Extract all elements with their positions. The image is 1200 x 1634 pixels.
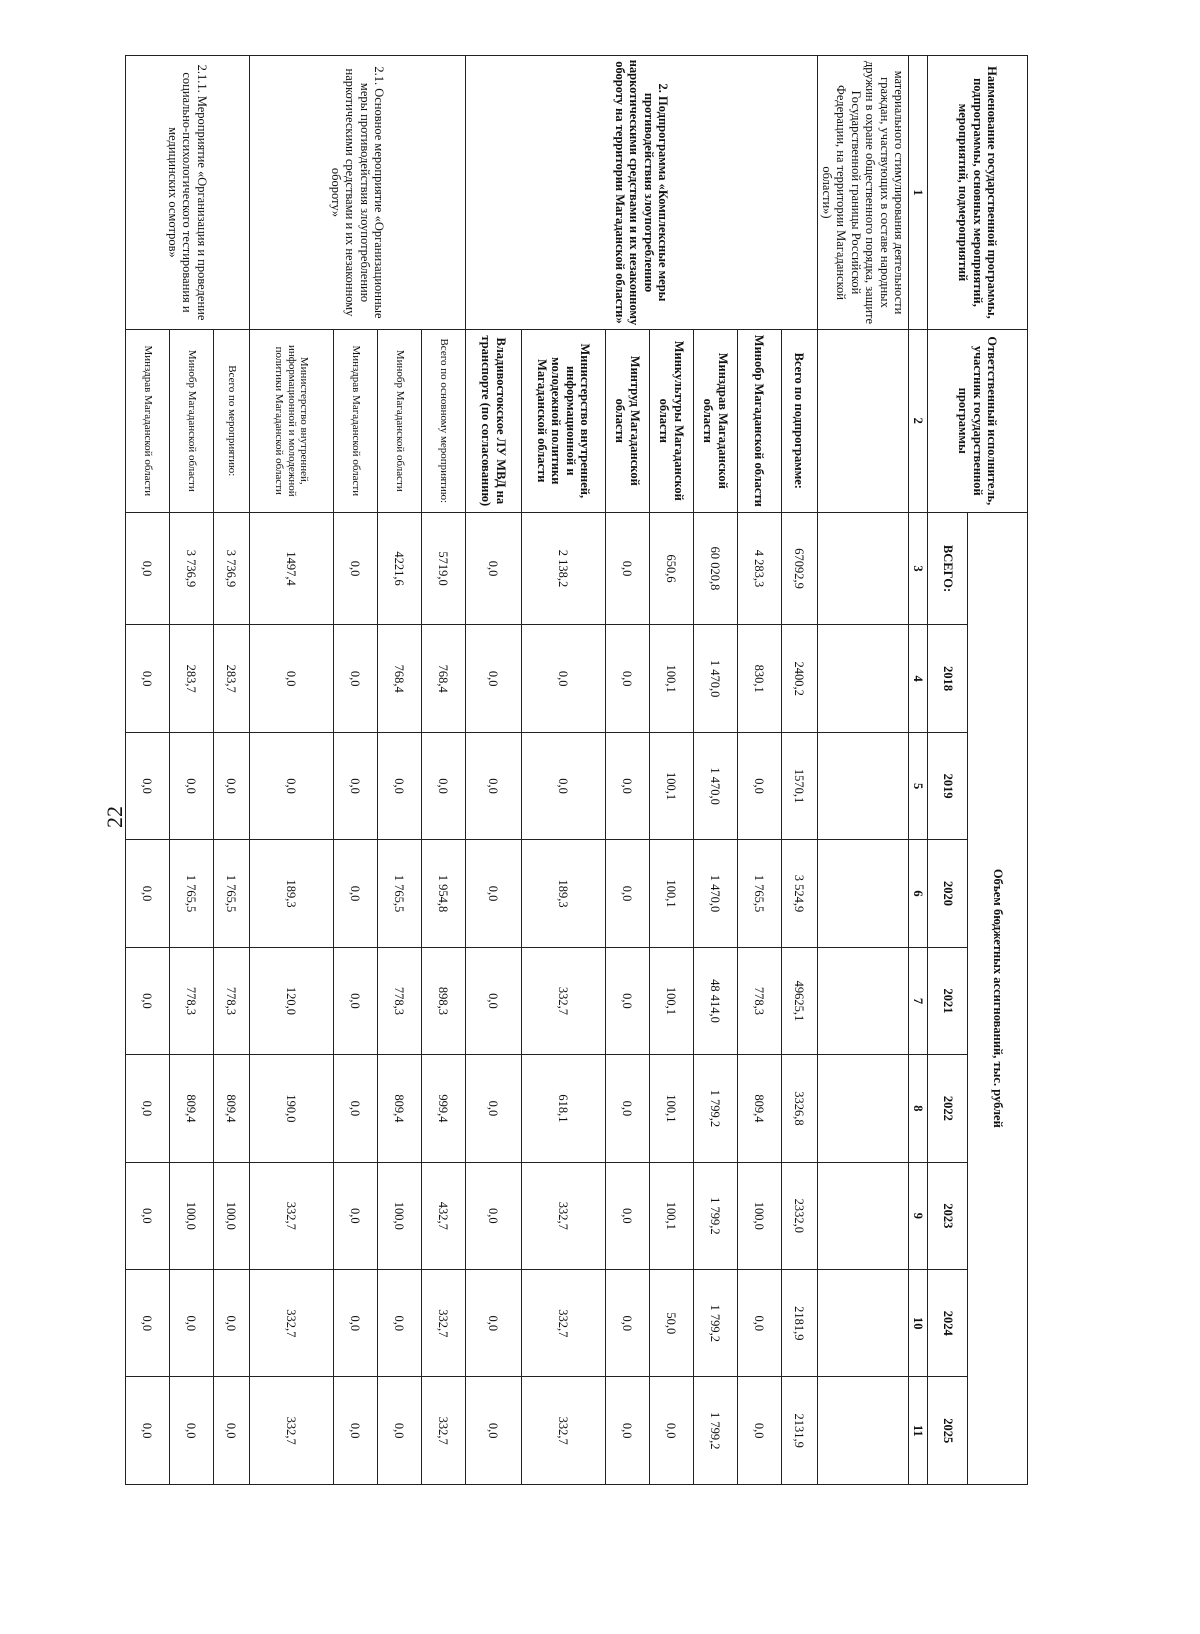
- value-cell: 778,3: [169, 947, 213, 1054]
- value-cell: 830,1: [737, 625, 781, 732]
- value-cell: 0,0: [605, 947, 649, 1054]
- header-name: Наименование государственной программы, подпрограммы, основных мероприятий, мероприятий, подмероприятий: [928, 56, 1028, 330]
- value-cell: 778,3: [737, 947, 781, 1054]
- header-year: 2019: [928, 732, 968, 839]
- value-cell: 100,1: [649, 625, 693, 732]
- header-executor: Ответственный исполнитель, участник государственной программы: [928, 329, 1028, 512]
- table-row: [213, 56, 249, 1485]
- value-cell: 0,0: [333, 1162, 377, 1269]
- value-cell: 0,0: [605, 625, 649, 732]
- value-cell: 0,0: [605, 1055, 649, 1162]
- value-cell: 768,4: [421, 625, 465, 732]
- value-cell: 0,0: [125, 625, 169, 732]
- value-cell: 1 765,5: [377, 840, 421, 947]
- value-cell: 809,4: [169, 1055, 213, 1162]
- value-cell: 0,0: [125, 732, 169, 839]
- value-cell: 332,7: [521, 947, 605, 1054]
- value-cell: 0,0: [605, 512, 649, 625]
- column-number: 2: [909, 329, 928, 512]
- header-year: 2025: [928, 1377, 968, 1485]
- executor-cell: Всего по основному мероприятию:: [421, 329, 465, 512]
- value-cell: 332,7: [249, 1270, 333, 1377]
- value-cell: 48 414,0: [693, 947, 737, 1054]
- table-row: [421, 56, 465, 1485]
- value-cell: 0,0: [465, 1377, 521, 1485]
- value-cell: 0,0: [605, 1270, 649, 1377]
- value-cell: 898,3: [421, 947, 465, 1054]
- column-number: 8: [909, 1055, 928, 1162]
- value-cell: 4221,6: [377, 512, 421, 625]
- value-cell: 2131,9: [781, 1377, 817, 1485]
- value-cell: 432,7: [421, 1162, 465, 1269]
- value-cell: 0,0: [213, 732, 249, 839]
- table-row: [781, 56, 817, 1485]
- value-cell: 283,7: [213, 625, 249, 732]
- value-cell: 0,0: [465, 1270, 521, 1377]
- group-name: 2.1.1. Мероприятие «Организация и проведение социально-психологического тестирования и медицинских осмотров»: [125, 56, 249, 330]
- value-cell: 0,0: [521, 732, 605, 839]
- executor-cell: Минтруд Магаданской области: [605, 329, 649, 512]
- value-cell: 1 765,5: [213, 840, 249, 947]
- value-cell: 100,0: [213, 1162, 249, 1269]
- value-cell: 809,4: [213, 1055, 249, 1162]
- value-cell: 332,7: [521, 1377, 605, 1485]
- value-cell: 0,0: [605, 1377, 649, 1485]
- budget-table: [125, 55, 1028, 1485]
- executor-cell: Министерство внутренней, информационной и молодежной политики Магаданской области: [249, 329, 333, 512]
- column-numbers-row: [909, 56, 928, 1485]
- value-cell: 0,0: [125, 1377, 169, 1485]
- value-cell: 2181,9: [781, 1270, 817, 1377]
- value-cell: 0,0: [249, 732, 333, 839]
- value-cell: 809,4: [377, 1055, 421, 1162]
- value-cell: 0,0: [737, 732, 781, 839]
- value-cell: 1 765,5: [737, 840, 781, 947]
- value-cell: 1 470,0: [693, 625, 737, 732]
- table-header: [909, 56, 1028, 1485]
- value-cell: 0,0: [377, 732, 421, 839]
- value-cell: 0,0: [169, 732, 213, 839]
- group-name: 2. Подпрограмма «Комплексные меры противодействия злоупотреблению наркотическими средствами и их незаконному обороту на территории Магаданской области»: [465, 56, 817, 330]
- value-cell: 0,0: [249, 625, 333, 732]
- value-cell: 650,6: [649, 512, 693, 625]
- value-cell: 0,0: [465, 512, 521, 625]
- value-cell: 60 020,8: [693, 512, 737, 625]
- header-year: 2020: [928, 840, 968, 947]
- value-cell: 0,0: [605, 732, 649, 839]
- value-cell: 0,0: [377, 1270, 421, 1377]
- value-cell: 0,0: [125, 512, 169, 625]
- executor-cell: Минкультуры Магаданской области: [649, 329, 693, 512]
- value-cell: 0,0: [333, 947, 377, 1054]
- executor-cell: Минобр Магаданской области: [377, 329, 421, 512]
- value-cell: 0,0: [465, 947, 521, 1054]
- value-cell: 0,0: [125, 840, 169, 947]
- value-cell: 120,0: [249, 947, 333, 1054]
- value-cell: 3 736,9: [169, 512, 213, 625]
- value-cell: 2400,2: [781, 625, 817, 732]
- value-cell: 0,0: [333, 1270, 377, 1377]
- header-total: ВСЕГО:: [928, 512, 968, 625]
- value-cell: 1 799,2: [693, 1162, 737, 1269]
- header-year: 2022: [928, 1055, 968, 1162]
- value-cell: 67092,9: [781, 512, 817, 625]
- value-cell: 0,0: [333, 840, 377, 947]
- value-cell: 5719,0: [421, 512, 465, 625]
- value-cell: 0,0: [125, 1270, 169, 1377]
- value-cell: 1 954,8: [421, 840, 465, 947]
- value-cell: 100,0: [737, 1162, 781, 1269]
- value-cell: 999,4: [421, 1055, 465, 1162]
- value-cell: 332,7: [249, 1377, 333, 1485]
- value-cell: 0,0: [465, 840, 521, 947]
- value-cell: 0,0: [465, 1162, 521, 1269]
- value-cell: 0,0: [333, 512, 377, 625]
- group-name: 2.1. Основное мероприятие «Организационные меры противодействия злоупотреблению наркотическими средствами и их незаконному обороту»: [249, 56, 465, 330]
- value-cell: 0,0: [125, 947, 169, 1054]
- value-cell: 189,3: [521, 840, 605, 947]
- value-cell: 809,4: [737, 1055, 781, 1162]
- value-cell: 332,7: [421, 1377, 465, 1485]
- value-cell: 0,0: [649, 1377, 693, 1485]
- column-number: 3: [909, 512, 928, 625]
- value-cell: 100,1: [649, 947, 693, 1054]
- value-cell: 190,0: [249, 1055, 333, 1162]
- value-cell: 768,4: [377, 625, 421, 732]
- column-number: 6: [909, 840, 928, 947]
- column-number: 5: [909, 732, 928, 839]
- value-cell: 0,0: [377, 1377, 421, 1485]
- column-number: 7: [909, 947, 928, 1054]
- value-cell: 332,7: [521, 1162, 605, 1269]
- value-cell: 100,0: [377, 1162, 421, 1269]
- column-number: 4: [909, 625, 928, 732]
- value-cell: 1570,1: [781, 732, 817, 839]
- value-cell: 0,0: [737, 1377, 781, 1485]
- header-year: 2018: [928, 625, 968, 732]
- executor-cell: Министерство внутренней, информационной и молодежной политики Магаданской области: [521, 329, 605, 512]
- executor-cell: Минобр Магаданской области: [737, 329, 781, 512]
- column-number: 11: [909, 1377, 928, 1485]
- value-cell: 0,0: [213, 1377, 249, 1485]
- value-cell: 100,1: [649, 1162, 693, 1269]
- continuation-name: материального стимулирования деятельности граждан, участвующих в составе народных дружин в охране общественного порядка, защите Государственной границы Российской Федерации, на территории Магаданской области»): [817, 56, 908, 330]
- value-cell: 1497,4: [249, 512, 333, 625]
- value-cell: 0,0: [169, 1377, 213, 1485]
- value-cell: 100,0: [169, 1162, 213, 1269]
- value-cell: 100,1: [649, 732, 693, 839]
- value-cell: 0,0: [737, 1270, 781, 1377]
- value-cell: 0,0: [333, 1377, 377, 1485]
- value-cell: 283,7: [169, 625, 213, 732]
- value-cell: 0,0: [125, 1162, 169, 1269]
- value-cell: 4 283,3: [737, 512, 781, 625]
- value-cell: 0,0: [333, 625, 377, 732]
- executor-cell: Минздрав Магаданской области: [693, 329, 737, 512]
- value-cell: 0,0: [465, 732, 521, 839]
- value-cell: 778,3: [377, 947, 421, 1054]
- executor-cell: Всего по подпрограмме:: [781, 329, 817, 512]
- header-year: 2024: [928, 1270, 968, 1377]
- header-volume: Объем бюджетных ассигнований, тыс. рублей: [968, 512, 1028, 1484]
- value-cell: 0,0: [213, 1270, 249, 1377]
- value-cell: 1 765,5: [169, 840, 213, 947]
- executor-cell: Минздрав Магаданской области: [333, 329, 377, 512]
- value-cell: 0,0: [465, 1055, 521, 1162]
- value-cell: 332,7: [249, 1162, 333, 1269]
- executor-cell: Минздрав Магаданской области: [125, 329, 169, 512]
- value-cell: 3326,8: [781, 1055, 817, 1162]
- value-cell: 332,7: [521, 1270, 605, 1377]
- value-cell: 332,7: [421, 1270, 465, 1377]
- table-body: [125, 56, 908, 1485]
- value-cell: 0,0: [605, 1162, 649, 1269]
- value-cell: 0,0: [521, 625, 605, 732]
- value-cell: 618,1: [521, 1055, 605, 1162]
- column-number: 1: [909, 56, 928, 330]
- executor-cell: Владивостокское ЛУ МВД на транспорте (по согласованию): [465, 329, 521, 512]
- rotated-table-wrapper: [128, 55, 1028, 1485]
- value-cell: 778,3: [213, 947, 249, 1054]
- value-cell: 2332,0: [781, 1162, 817, 1269]
- value-cell: 0,0: [605, 840, 649, 947]
- header-year: 2021: [928, 947, 968, 1054]
- value-cell: 0,0: [421, 732, 465, 839]
- value-cell: 50,0: [649, 1270, 693, 1377]
- value-cell: 0,0: [125, 1055, 169, 1162]
- value-cell: 0,0: [169, 1270, 213, 1377]
- value-cell: 0,0: [465, 625, 521, 732]
- value-cell: 1 799,2: [693, 1055, 737, 1162]
- column-number: 10: [909, 1270, 928, 1377]
- page-number: 22: [102, 806, 127, 828]
- continuation-row: [817, 56, 908, 1485]
- value-cell: 1 470,0: [693, 732, 737, 839]
- value-cell: 100,1: [649, 1055, 693, 1162]
- value-cell: 1 470,0: [693, 840, 737, 947]
- value-cell: 0,0: [333, 1055, 377, 1162]
- executor-cell: Всего по мероприятию:: [213, 329, 249, 512]
- column-number: 9: [909, 1162, 928, 1269]
- value-cell: 189,3: [249, 840, 333, 947]
- value-cell: 3 736,9: [213, 512, 249, 625]
- value-cell: 1 799,2: [693, 1377, 737, 1485]
- value-cell: 100,1: [649, 840, 693, 947]
- value-cell: 1 799,2: [693, 1270, 737, 1377]
- header-year: 2023: [928, 1162, 968, 1269]
- value-cell: 3 524,9: [781, 840, 817, 947]
- value-cell: 0,0: [333, 732, 377, 839]
- executor-cell: Минобр Магаданской области: [169, 329, 213, 512]
- value-cell: 2 138,2: [521, 512, 605, 625]
- value-cell: 49625,1: [781, 947, 817, 1054]
